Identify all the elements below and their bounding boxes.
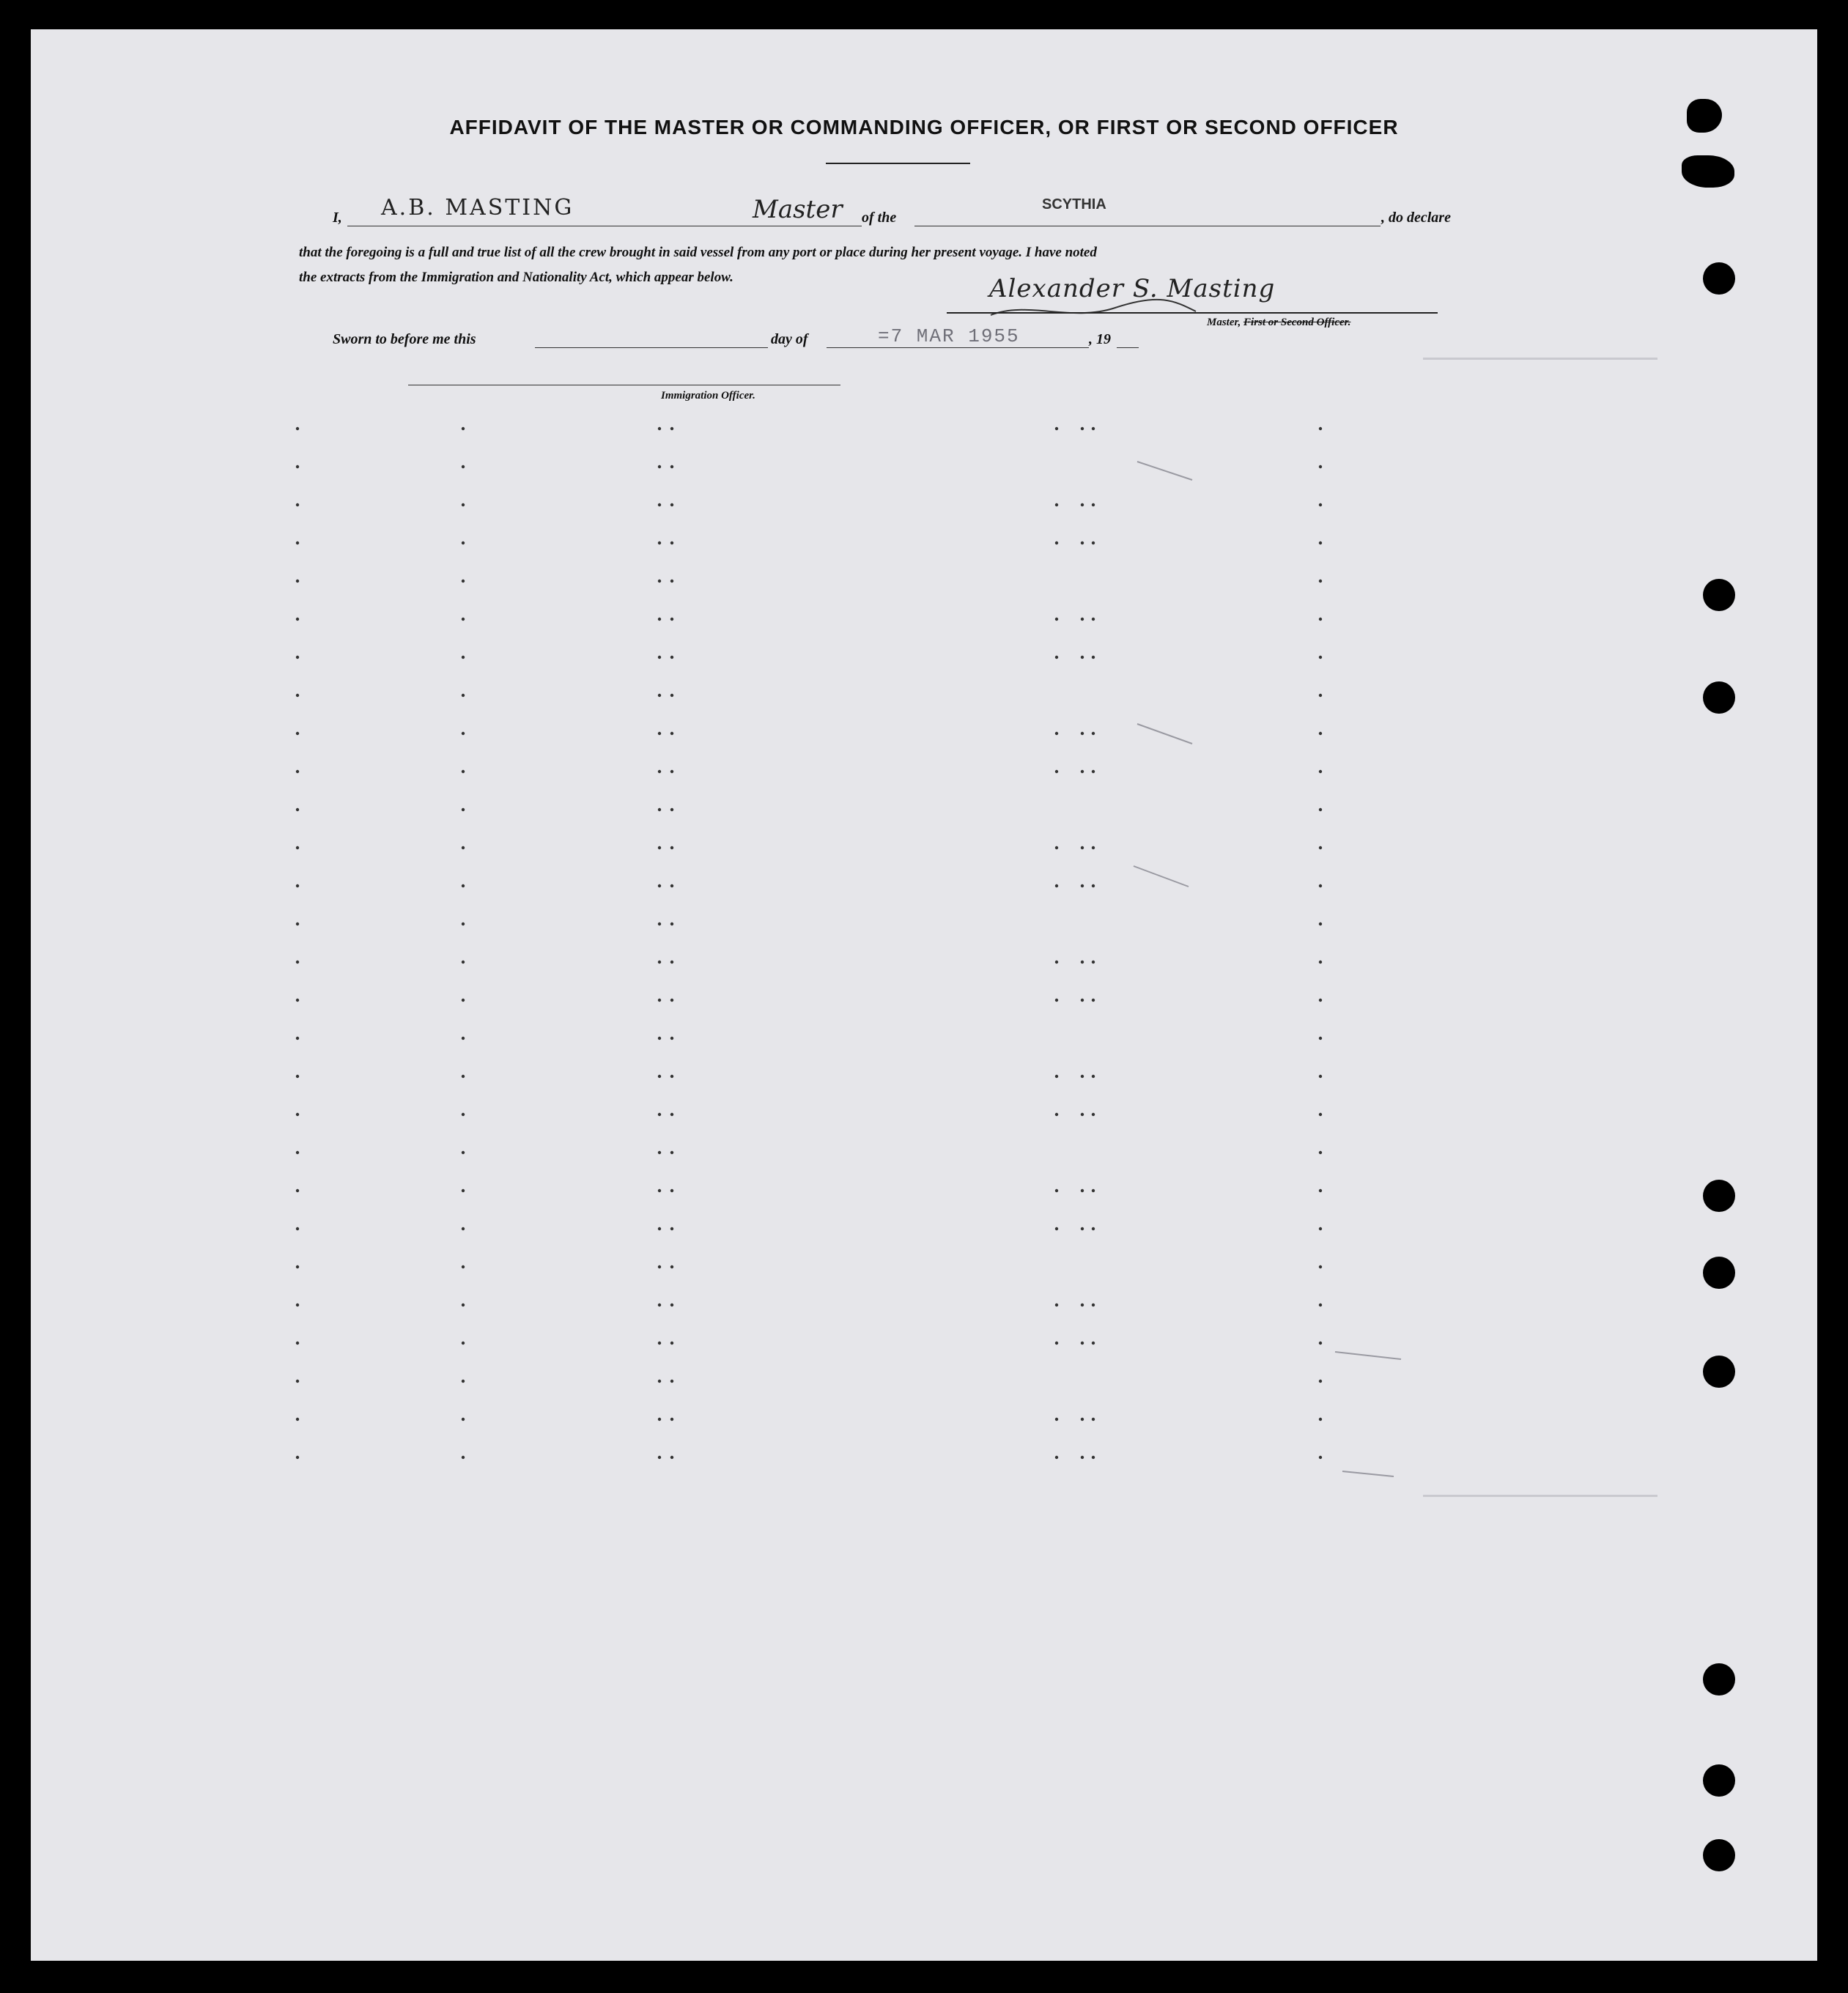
column-dot <box>670 694 673 697</box>
affidavit-title: AFFIDAVIT OF THE MASTER OR COMMANDING OFFICER, OR FIRST OR SECOND OFFICER <box>449 116 1399 138</box>
column-dot <box>1319 1151 1322 1154</box>
punch-hole <box>1703 1180 1735 1212</box>
column-dot <box>1081 1227 1084 1230</box>
column-dot <box>1092 1113 1095 1116</box>
sworn-prefix: Sworn to before me this <box>333 331 476 347</box>
column-dot <box>1092 846 1095 849</box>
column-dot <box>658 427 661 430</box>
column-dot <box>658 732 661 735</box>
column-dot <box>658 808 661 811</box>
column-dot <box>1055 961 1058 964</box>
column-dot <box>462 656 465 659</box>
signature-label-struck: First or Second Officer. <box>1243 317 1351 328</box>
column-dot <box>462 770 465 773</box>
column-dot <box>296 1227 299 1230</box>
column-dot <box>1092 618 1095 621</box>
column-dot <box>670 884 673 887</box>
column-dot <box>670 1075 673 1078</box>
column-dot <box>1319 656 1322 659</box>
column-dot <box>462 1265 465 1268</box>
column-dot <box>296 694 299 697</box>
column-dot <box>462 1342 465 1345</box>
column-dot <box>296 770 299 773</box>
column-dot <box>670 961 673 964</box>
column-dot <box>658 884 661 887</box>
column-dot <box>670 1265 673 1268</box>
affidavit-body-line-1: that the foregoing is a full and true list of all the crew brought in said vessel from any port or place during her present voyage. I have noted <box>299 245 1097 260</box>
column-dot <box>1081 884 1084 887</box>
column-dot <box>462 1304 465 1306</box>
punch-hole <box>1682 155 1734 188</box>
column-dot <box>296 1418 299 1421</box>
column-dot <box>670 770 673 773</box>
column-dot <box>1055 770 1058 773</box>
column-dot <box>1055 541 1058 544</box>
document-page <box>31 29 1817 1961</box>
column-dot <box>296 846 299 849</box>
column-dot <box>658 1265 661 1268</box>
column-dot <box>1092 1075 1095 1078</box>
column-dot <box>1081 1342 1084 1345</box>
punch-hole <box>1703 579 1735 611</box>
column-dot <box>1319 1456 1322 1459</box>
column-dot <box>462 1380 465 1383</box>
column-dot <box>296 1075 299 1078</box>
column-dot <box>1055 884 1058 887</box>
punch-hole <box>1703 681 1735 714</box>
column-dot <box>296 922 299 925</box>
column-dot <box>1092 1418 1095 1421</box>
column-dot <box>296 427 299 430</box>
column-dot <box>462 732 465 735</box>
declarant-name: A.B. MASTING <box>381 195 574 221</box>
column-dot <box>1055 427 1058 430</box>
column-dot <box>1055 503 1058 506</box>
column-dot <box>670 999 673 1002</box>
column-dot <box>462 961 465 964</box>
column-dot <box>1319 1265 1322 1268</box>
column-dot <box>1081 1304 1084 1306</box>
column-dot <box>1081 732 1084 735</box>
column-dot <box>1055 1227 1058 1230</box>
column-dot <box>658 961 661 964</box>
column-dot <box>658 541 661 544</box>
column-dot <box>1319 1189 1322 1192</box>
column-dot <box>296 465 299 468</box>
column-dot <box>658 1418 661 1421</box>
column-dot <box>670 1113 673 1116</box>
column-dot <box>462 1113 465 1116</box>
column-dot <box>1319 580 1322 583</box>
column-dot <box>670 1227 673 1230</box>
column-dot <box>1081 618 1084 621</box>
punch-hole <box>1703 1257 1735 1289</box>
column-dot <box>1319 694 1322 697</box>
column-dot <box>1081 1075 1084 1078</box>
column-dot <box>1092 732 1095 735</box>
column-dot <box>658 770 661 773</box>
column-dot <box>296 656 299 659</box>
column-dot <box>462 808 465 811</box>
column-dot <box>1319 465 1322 468</box>
master-signature: Alexander S. Masting <box>989 274 1276 303</box>
column-dot <box>296 503 299 506</box>
column-dot <box>1081 541 1084 544</box>
punch-hole <box>1703 1839 1735 1871</box>
column-dot <box>1055 1418 1058 1421</box>
column-dot <box>1055 846 1058 849</box>
column-dot <box>658 1189 661 1192</box>
of-the-text: of the <box>862 210 897 226</box>
declarant-role: Master <box>753 195 843 224</box>
column-dot <box>670 922 673 925</box>
column-dot <box>658 694 661 697</box>
column-dot <box>670 656 673 659</box>
column-dot <box>1319 961 1322 964</box>
column-dot <box>462 1075 465 1078</box>
column-dot <box>658 1037 661 1040</box>
column-dot <box>658 1113 661 1116</box>
column-dot <box>670 1189 673 1192</box>
column-dot <box>462 1227 465 1230</box>
column-dot <box>1319 922 1322 925</box>
do-declare-text: , do declare <box>1381 210 1451 226</box>
column-dot <box>462 618 465 621</box>
column-dot <box>670 1151 673 1154</box>
column-dot <box>658 656 661 659</box>
column-dot <box>296 884 299 887</box>
column-dot <box>670 427 673 430</box>
day-of-text: day of <box>771 331 808 347</box>
column-dot <box>1319 808 1322 811</box>
column-dot <box>658 1456 661 1459</box>
column-dot <box>1319 1418 1322 1421</box>
column-dot <box>462 503 465 506</box>
column-dot <box>1092 1304 1095 1306</box>
column-dot <box>462 1189 465 1192</box>
column-dot <box>1319 1304 1322 1306</box>
declarant-prefix: I, <box>333 210 342 226</box>
column-dot <box>462 580 465 583</box>
column-dot <box>1055 1304 1058 1306</box>
column-dot <box>658 618 661 621</box>
column-dot <box>462 1037 465 1040</box>
column-dot <box>1319 503 1322 506</box>
column-dot <box>296 1456 299 1459</box>
column-dot <box>296 1265 299 1268</box>
column-dot <box>296 541 299 544</box>
column-dot <box>296 1380 299 1383</box>
column-dot <box>296 1189 299 1192</box>
column-dot <box>670 618 673 621</box>
column-dot <box>296 732 299 735</box>
column-dot <box>1319 1380 1322 1383</box>
column-dot <box>658 1151 661 1154</box>
vessel-name: SCYTHIA <box>1042 196 1106 212</box>
column-dot <box>462 465 465 468</box>
column-dot <box>1319 884 1322 887</box>
column-dot <box>1081 427 1084 430</box>
affidavit-body-line-2: the extracts from the Immigration and Nationality Act, which appear below. <box>299 270 733 285</box>
column-dot <box>670 1037 673 1040</box>
column-dot <box>462 541 465 544</box>
column-dot <box>1319 999 1322 1002</box>
column-dot <box>670 1418 673 1421</box>
column-dot <box>670 503 673 506</box>
column-dot <box>296 808 299 811</box>
column-dot <box>1092 999 1095 1002</box>
column-dot <box>658 580 661 583</box>
column-dot <box>670 580 673 583</box>
column-dot <box>1319 427 1322 430</box>
column-dot <box>1081 1456 1084 1459</box>
column-dot <box>658 1304 661 1306</box>
column-dot <box>1081 656 1084 659</box>
signature-label-master: Master, <box>1207 317 1241 328</box>
column-dot <box>462 1456 465 1459</box>
column-dot <box>1092 1227 1095 1230</box>
column-dot <box>296 580 299 583</box>
column-dot <box>1092 427 1095 430</box>
column-dot <box>462 884 465 887</box>
column-dot <box>296 618 299 621</box>
column-dot <box>462 846 465 849</box>
column-dot <box>670 1456 673 1459</box>
column-dot <box>1319 770 1322 773</box>
column-dot <box>296 1037 299 1040</box>
column-dot <box>462 427 465 430</box>
column-dot <box>658 1380 661 1383</box>
column-dot <box>1319 1037 1322 1040</box>
year-prefix: , 19 <box>1089 331 1111 347</box>
punch-hole <box>1703 1663 1735 1696</box>
punch-hole <box>1703 262 1735 295</box>
column-dot <box>1319 1342 1322 1345</box>
column-dot <box>1055 732 1058 735</box>
column-dot <box>670 732 673 735</box>
column-dot <box>296 999 299 1002</box>
column-dot <box>1319 1227 1322 1230</box>
column-dot <box>658 503 661 506</box>
column-dot <box>1081 1189 1084 1192</box>
column-dot <box>658 1227 661 1230</box>
column-dot <box>658 1342 661 1345</box>
column-dot <box>1055 1342 1058 1345</box>
column-dot <box>670 808 673 811</box>
column-dot <box>462 999 465 1002</box>
column-dot <box>462 694 465 697</box>
column-dot <box>1055 1456 1058 1459</box>
column-dot <box>1319 846 1322 849</box>
column-dot-grid <box>31 29 1817 1961</box>
column-dot <box>658 922 661 925</box>
punch-hole <box>1703 1356 1735 1388</box>
column-dot <box>1319 618 1322 621</box>
column-dot <box>658 846 661 849</box>
column-dot <box>1081 1113 1084 1116</box>
column-dot <box>670 1380 673 1383</box>
column-dot <box>670 541 673 544</box>
column-dot <box>1092 656 1095 659</box>
column-dot <box>1081 503 1084 506</box>
column-dot <box>1081 1418 1084 1421</box>
column-dot <box>462 1151 465 1154</box>
column-dot <box>1092 884 1095 887</box>
column-dot <box>1081 770 1084 773</box>
column-dot <box>296 1304 299 1306</box>
date-stamp: =7 MAR 1955 <box>878 325 1020 347</box>
punch-hole <box>1703 1764 1735 1797</box>
column-dot <box>670 1342 673 1345</box>
column-dot <box>296 1151 299 1154</box>
column-dot <box>1319 541 1322 544</box>
column-dot <box>1092 541 1095 544</box>
column-dot <box>658 1075 661 1078</box>
column-dot <box>1055 1113 1058 1116</box>
column-dot <box>1092 770 1095 773</box>
column-dot <box>296 961 299 964</box>
column-dot <box>1055 656 1058 659</box>
column-dot <box>658 999 661 1002</box>
column-dot <box>670 465 673 468</box>
column-dot <box>1319 1113 1322 1116</box>
column-dot <box>462 922 465 925</box>
column-dot <box>1092 1342 1095 1345</box>
column-dot <box>658 465 661 468</box>
column-dot <box>462 1418 465 1421</box>
column-dot <box>1092 1189 1095 1192</box>
column-dot <box>1092 961 1095 964</box>
column-dot <box>296 1342 299 1345</box>
column-dot <box>1319 1075 1322 1078</box>
column-dot <box>1055 618 1058 621</box>
column-dot <box>1081 846 1084 849</box>
column-dot <box>670 1304 673 1306</box>
column-dot <box>1055 1189 1058 1192</box>
immigration-officer-label: Immigration Officer. <box>661 390 755 402</box>
column-dot <box>670 846 673 849</box>
column-dot <box>1081 999 1084 1002</box>
column-dot <box>1092 1456 1095 1459</box>
column-dot <box>1055 999 1058 1002</box>
column-dot <box>296 1113 299 1116</box>
column-dot <box>1319 732 1322 735</box>
column-dot <box>1092 503 1095 506</box>
column-dot <box>1081 961 1084 964</box>
column-dot <box>1055 1075 1058 1078</box>
